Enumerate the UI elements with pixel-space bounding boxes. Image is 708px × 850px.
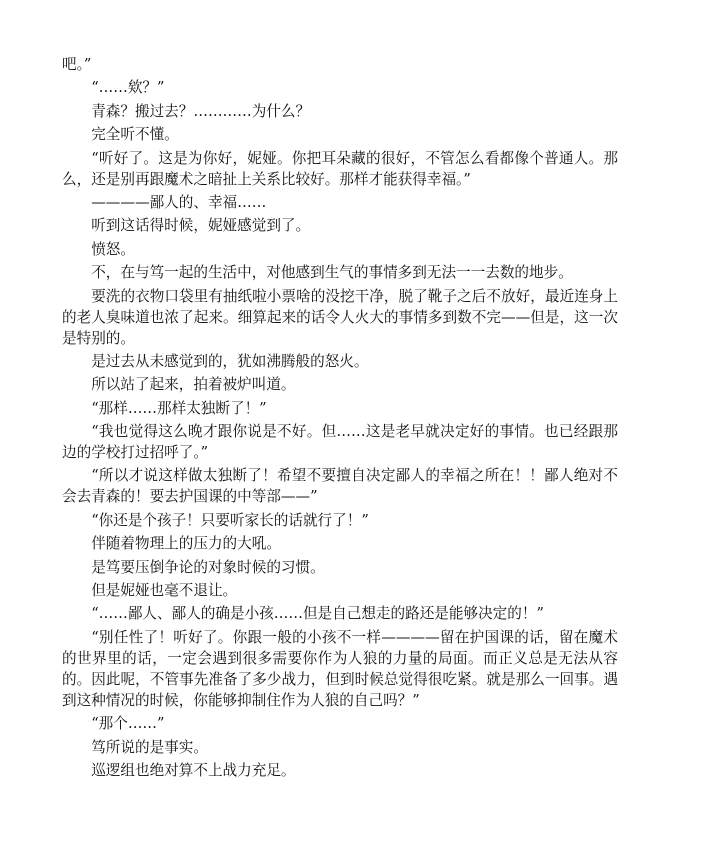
paragraph: “那个……” bbox=[91, 715, 165, 733]
paragraph: 不，在与笃一起的生活中，对他感到生气的事情多到无法一一去数的地步。 bbox=[91, 264, 573, 282]
paragraph: 但是妮娅也毫不退让。 bbox=[91, 582, 238, 600]
paragraph: “那样……那样太独断了！” bbox=[91, 399, 267, 417]
paragraph: “所以才说这样做太独断了！希望不要擅自决定鄙人的幸福之所在！！鄙人绝对不会去青森的！要去护国课的中等部——” bbox=[62, 467, 618, 506]
paragraph: 要洗的衣物口袋里有抽纸啦小票啥的没挖干净，脱了靴子之后不放好，最近连身上的老人臭味道也浓了起来。细算起来的话令人火大的事情多到数不完——但是，这一次是特别的。 bbox=[62, 287, 618, 347]
paragraph: 是笃要压倒争论的对象时候的习惯。 bbox=[91, 558, 325, 576]
paragraph: 青森？搬过去？…………为什么？ bbox=[91, 102, 311, 120]
paragraph: 是过去从未感觉到的，犹如沸腾般的怒火。 bbox=[91, 352, 369, 370]
paragraph: “我也觉得这么晚才跟你说是不好。但……这是老早就决定好的事情。也已经跟那边的学校打过招呼了。” bbox=[62, 423, 618, 462]
paragraph: ————鄙人的、幸福…… bbox=[91, 193, 267, 211]
paragraph: “……欸？” bbox=[91, 79, 165, 97]
paragraph: 吧。” bbox=[62, 56, 92, 73]
paragraph: “别任性了！听好了。你跟一般的小孩不一样————留在护国课的话，留在魔术的世界里的话，一定会遇到很多需要你作为人狼的力量的局面。而正义总是无法从容的。因此呢，不管事先准备了多少战力，但到时候总觉得很吃紧。就是那么一回事。遇到这种情况的时候，你能够抑制住作为人狼的自己吗？” bbox=[62, 628, 618, 709]
paragraph: 听到这话得时候，妮娅感觉到了。 bbox=[91, 217, 311, 235]
paragraph: 笃所说的是事实。 bbox=[91, 738, 208, 756]
paragraph: 伴随着物理上的压力的大吼。 bbox=[91, 535, 281, 553]
paragraph: “……鄙人、鄙人的确是小孩……但是自己想走的路还是能够决定的！” bbox=[91, 605, 544, 623]
paragraph: “听好了。这是为你好，妮娅。你把耳朵藏的很好，不管怎么看都像个普通人。那么，还是别再跟魔术之暗扯上关系比较好。那样才能获得幸福。” bbox=[62, 149, 618, 188]
paragraph: “你还是个孩子！只要听家长的话就行了！” bbox=[91, 511, 369, 529]
document-body bbox=[62, 54, 618, 783]
paragraph: 巡逻组也绝对算不上战力充足。 bbox=[91, 761, 296, 779]
paragraph: 所以站了起来，拍着被炉叫道。 bbox=[91, 376, 296, 394]
paragraph: 完全听不懂。 bbox=[91, 126, 179, 144]
paragraph: 愤怒。 bbox=[91, 240, 135, 258]
